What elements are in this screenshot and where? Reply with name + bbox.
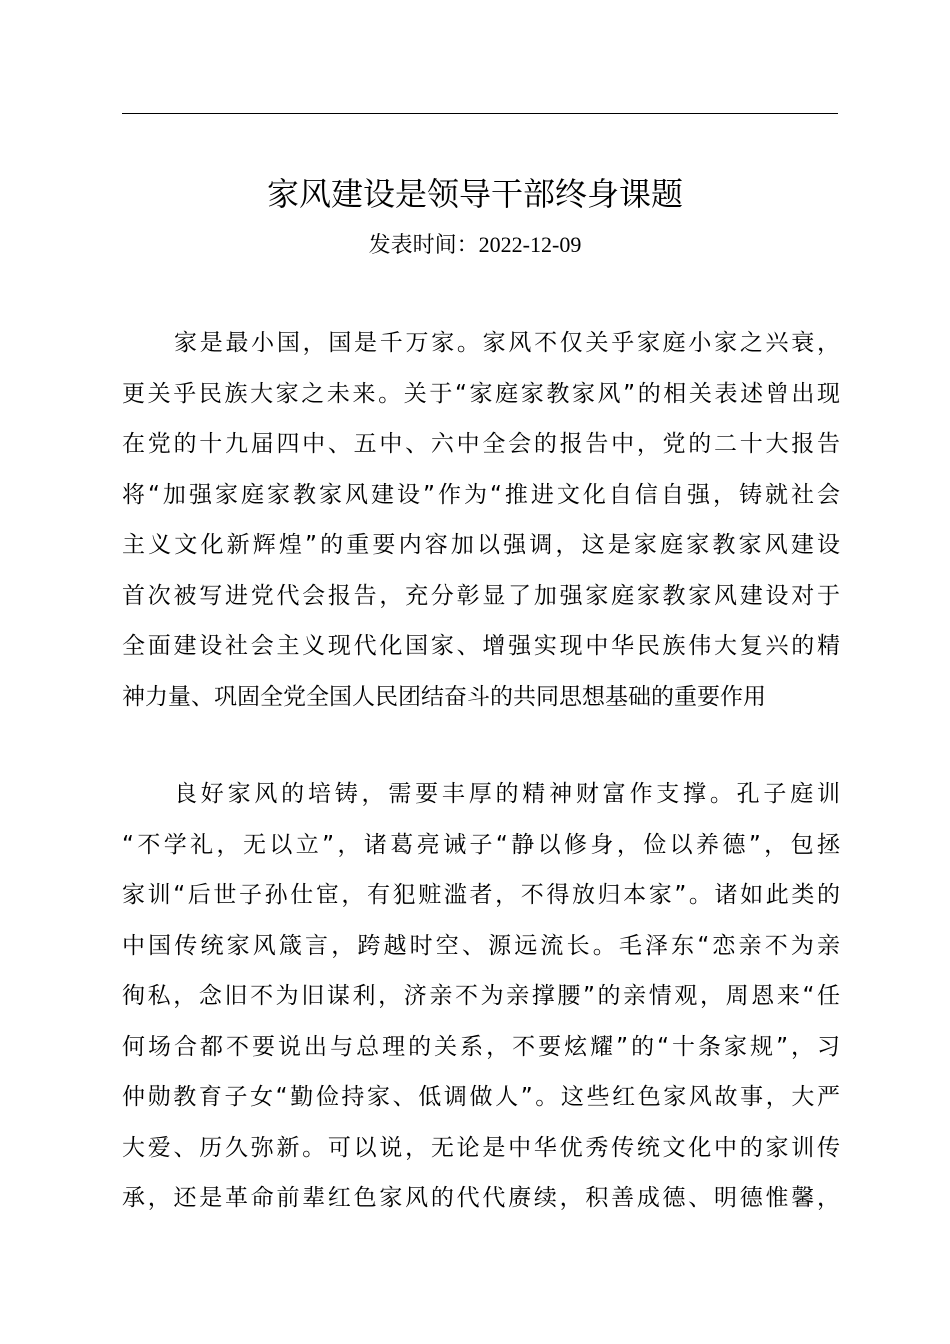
- publish-date: [0, 230, 950, 261]
- article-title: 家风建设是领导干部终身课题: [266, 175, 683, 213]
- paragraph-line: 全面建设社会主义现代化国家、增强实现中华民族伟大复兴的精: [122, 633, 840, 659]
- paragraph-line: “不学礼，无以立”，诸葛亮诫子“静以修身，俭以养德”，包拯: [122, 831, 840, 858]
- paragraph-1: [122, 318, 840, 722]
- paragraph-line: 家是最小国，国是千万家。家风不仅关乎家庭小家之兴衰，: [174, 330, 840, 356]
- paragraph-line: 神力量、巩固全党全国人民团结奋斗的共同思想基础的重要作用: [122, 683, 766, 710]
- paragraph-line: 更关乎民族大家之未来。关于“家庭家教家风”的相关表述曾出现: [122, 380, 840, 407]
- header-rule: [122, 113, 838, 114]
- paragraph-line: 将“加强家庭家教家风建设”作为“推进文化自信自强，铸就社会: [122, 481, 840, 508]
- paragraph-line: 主义文化新辉煌”的重要内容加以强调，这是家庭家教家风建设: [122, 532, 840, 558]
- paragraph-line: 仲勋教育子女“勤俭持家、低调做人”。这些红色家风故事，大严: [122, 1084, 840, 1110]
- paragraph-line: 中国传统家风箴言，跨越时空、源远流长。毛泽东“恋亲不为亲: [122, 932, 840, 959]
- publish-date-label: 发表时间：: [368, 233, 479, 258]
- paragraph-line: 承，还是革命前辈红色家风的代代赓续，积善成德、明德惟馨，: [122, 1185, 840, 1211]
- paragraph-line: 家训“后世子孙仕宦，有犯赃滥者，不得放归本家”。诸如此类的: [122, 882, 840, 908]
- paragraph-line: 在党的十九届四中、五中、六中全会的报告中，党的二十大报告: [122, 431, 840, 457]
- paragraph-line: 大爱、历久弥新。可以说，无论是中华优秀传统文化中的家训传: [122, 1134, 840, 1161]
- paragraph-line: 首次被写进党代会报告，充分彰显了加强家庭家教家风建设对于: [122, 582, 840, 609]
- paragraph-line: 良好家风的培铸，需要丰厚的精神财富作支撑。孔子庭训: [174, 781, 840, 807]
- paragraph-2: [122, 769, 840, 1224]
- publish-date-value: 2022-12-09: [478, 232, 582, 257]
- paragraph-line: 何场合都不要说出与总理的关系，不要炫耀”的“十条家规”，习: [122, 1033, 840, 1060]
- paragraph-line: 徇私，念旧不为旧谋利，济亲不为亲撑腰”的亲情观，周恩来“任: [122, 983, 840, 1009]
